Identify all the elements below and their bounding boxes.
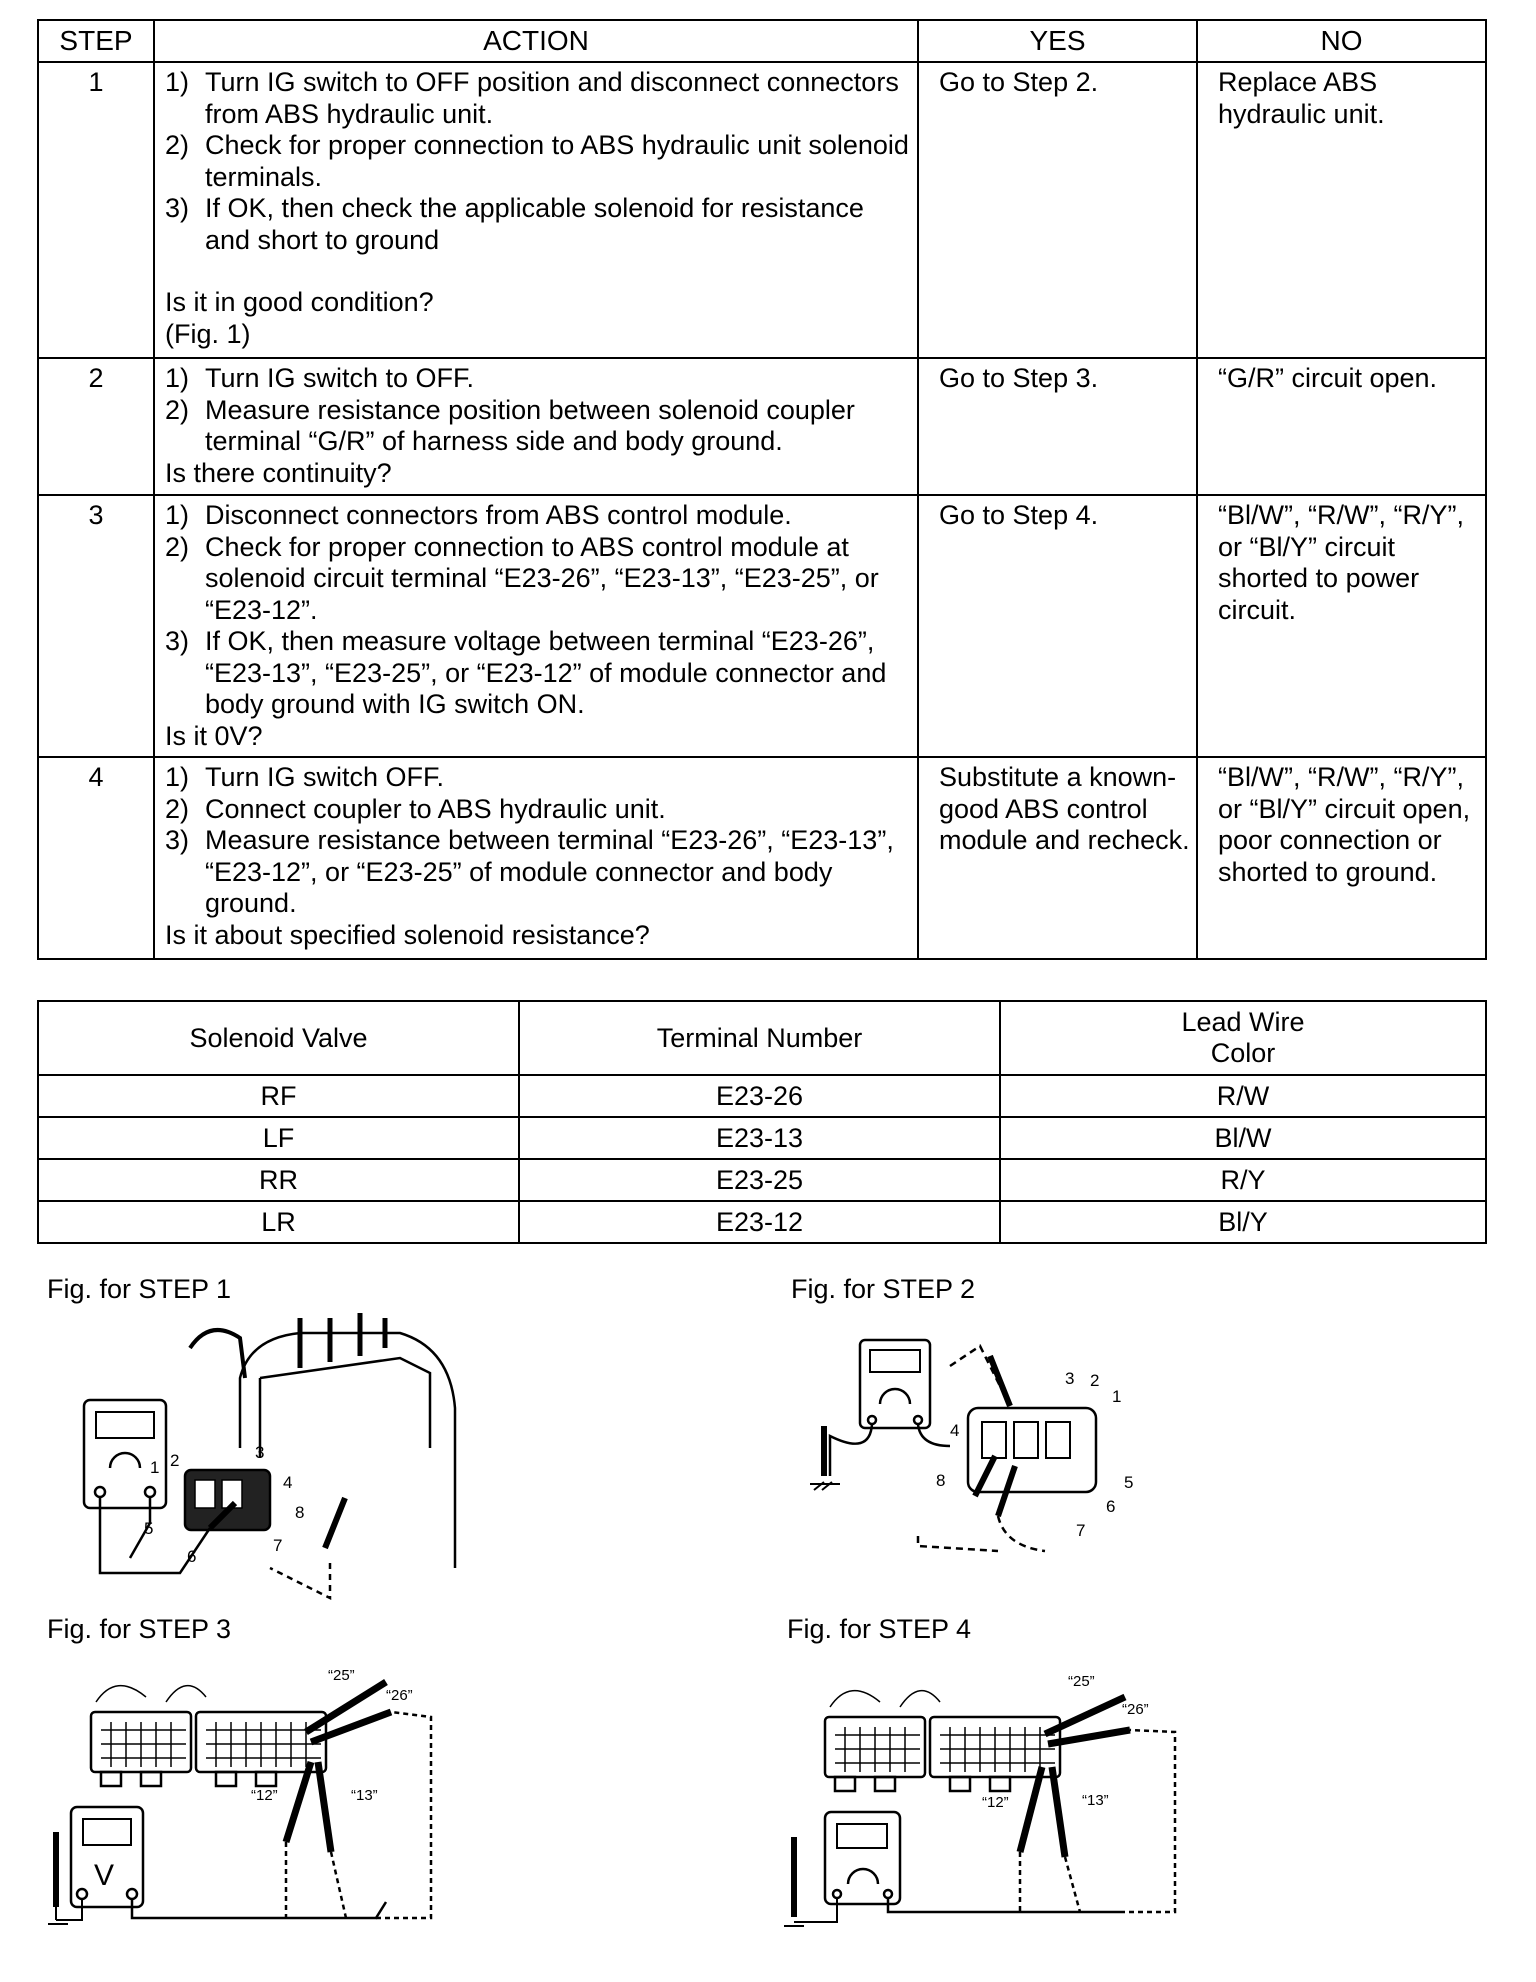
table-row: [38, 62, 1486, 358]
action-item: [165, 825, 909, 920]
svg-text:8: 8: [295, 1503, 305, 1522]
step-yes: Go to Step 3.: [918, 358, 1197, 495]
svg-text:“13”: “13”: [1082, 1792, 1109, 1809]
diagnostic-table-header: [38, 20, 1486, 62]
action-item: [165, 500, 909, 532]
table-row: [38, 495, 1486, 757]
svg-text:8: 8: [936, 1471, 946, 1490]
svg-text:“26”: “26”: [1122, 1701, 1149, 1718]
header-yes: YES: [918, 20, 1197, 62]
step-action: [154, 495, 918, 757]
table-row: [38, 1159, 1486, 1201]
action-item: [165, 395, 909, 458]
header-no: NO: [1197, 20, 1486, 62]
svg-text:4: 4: [950, 1421, 960, 1440]
table-row: [38, 358, 1486, 495]
action-text: Turn IG switch to OFF position and disconnect connectors from ABS hydraulic unit.: [205, 67, 899, 129]
action-item: [165, 130, 909, 193]
action-text: Turn IG switch to OFF.: [205, 363, 475, 393]
action-number: 2): [165, 394, 190, 425]
svg-text:“13”: “13”: [351, 1787, 378, 1804]
svg-text:5: 5: [1124, 1473, 1134, 1492]
diagnostic-table: [37, 19, 1487, 960]
step-number: 1: [38, 62, 154, 358]
terminal-number: E23-13: [519, 1117, 1000, 1159]
control-module-connector: [825, 1691, 1060, 1791]
control-module-connector: [91, 1686, 326, 1786]
svg-text:“12”: “12”: [251, 1787, 278, 1804]
terminal-number: E23-12: [519, 1201, 1000, 1243]
table-row: [38, 1201, 1486, 1243]
svg-text:3: 3: [255, 1443, 265, 1462]
voltmeter: [71, 1807, 143, 1907]
svg-text:4: 4: [283, 1473, 293, 1492]
action-number: 2): [165, 793, 190, 824]
action-item: [165, 363, 909, 395]
step-number: 3: [38, 495, 154, 757]
action-number: 3): [165, 825, 190, 855]
step-no: “G/R” circuit open.: [1197, 358, 1486, 495]
figure-caption-step4: Fig. for STEP 4: [787, 1614, 972, 1644]
action-text: If OK, then check the applicable solenoid for resistance and short to ground: [205, 193, 864, 255]
action-item: [165, 532, 909, 627]
action-text: Turn IG switch OFF.: [205, 762, 445, 792]
step-question: Is it 0V?: [165, 720, 263, 751]
svg-text:3: 3: [1065, 1369, 1075, 1388]
step-no: “Bl/W”, “R/W”, “R/Y”, or “Bl/Y” circuit shorted to power circuit.: [1197, 495, 1486, 757]
svg-text:7: 7: [273, 1536, 283, 1555]
lead-wire-color: R/W: [1000, 1075, 1486, 1117]
figure-caption-step3: Fig. for STEP 3: [47, 1614, 232, 1644]
step-no: Replace ABS hydraulic unit.: [1197, 62, 1486, 358]
action-item: [165, 626, 909, 721]
solenoid-table: [37, 1000, 1487, 1244]
action-number: 1): [165, 762, 190, 792]
solenoid-valve: LR: [38, 1201, 519, 1243]
header-step: STEP: [38, 20, 154, 62]
action-number: 2): [165, 531, 190, 562]
action-number: 1): [165, 363, 190, 393]
action-text: Check for proper connection to ABS hydraulic unit solenoid terminals.: [205, 130, 909, 192]
action-text: Check for proper connection to ABS control module at solenoid circuit terminal “E23-26”, “E23-13”, “E23-25”, or “E23-12”.: [205, 531, 879, 625]
action-text: Measure resistance position between solenoid coupler terminal “G/R” of harness side and body ground.: [205, 394, 855, 456]
action-number: 2): [165, 130, 190, 160]
svg-text:“25”: “25”: [328, 1667, 355, 1684]
solenoid-valve: RR: [38, 1159, 519, 1201]
action-number: 1): [165, 67, 190, 97]
header-terminal-number: Terminal Number: [519, 1001, 1000, 1075]
svg-text:5: 5: [144, 1519, 154, 1538]
action-item: [165, 67, 909, 130]
svg-text:2: 2: [170, 1451, 180, 1470]
figure-caption-step2: Fig. for STEP 2: [791, 1274, 976, 1304]
action-number: 1): [165, 500, 190, 530]
step-action: [154, 358, 918, 495]
solenoid-valve: RF: [38, 1075, 519, 1117]
figure-reference: (Fig. 1): [165, 318, 251, 349]
step-action: [154, 62, 918, 358]
action-text: Connect coupler to ABS hydraulic unit.: [205, 793, 666, 824]
step-action: [154, 757, 918, 959]
figure-caption-step1: Fig. for STEP 1: [47, 1274, 232, 1304]
action-text: Measure resistance between terminal “E23-26”, “E23-13”, “E23-12”, or “E23-25” of module connector and body ground.: [205, 825, 894, 918]
lead-wire-color: R/Y: [1000, 1159, 1486, 1201]
header-solenoid-valve: Solenoid Valve: [38, 1001, 519, 1075]
action-item: [165, 193, 909, 256]
solenoid-valve: LF: [38, 1117, 519, 1159]
table-row: [38, 757, 1486, 959]
terminal-number: E23-26: [519, 1075, 1000, 1117]
svg-text:“26”: “26”: [386, 1687, 413, 1704]
step-yes: Go to Step 2.: [918, 62, 1197, 358]
svg-text:1: 1: [150, 1458, 160, 1477]
figure-step1: [70, 1318, 490, 1593]
svg-text:6: 6: [1106, 1497, 1116, 1516]
svg-text:“12”: “12”: [982, 1794, 1009, 1811]
svg-text:7: 7: [1076, 1521, 1086, 1540]
solenoid-table-header: [38, 1001, 1486, 1075]
terminal-number: E23-25: [519, 1159, 1000, 1201]
lead-wire-color: Bl/W: [1000, 1117, 1486, 1159]
figure-step2: [800, 1336, 1160, 1556]
step-number: 4: [38, 757, 154, 959]
step-number: 2: [38, 358, 154, 495]
header-action: ACTION: [154, 20, 918, 62]
svg-text:6: 6: [187, 1547, 197, 1566]
figure-step3: [46, 1667, 446, 1942]
svg-text:1: 1: [1112, 1387, 1122, 1406]
step-question: Is there continuity?: [165, 457, 392, 488]
voltmeter-symbol: V: [94, 1859, 115, 1892]
lead-wire-color: Bl/Y: [1000, 1201, 1486, 1243]
figure-step4: [780, 1672, 1200, 1937]
action-number: 3): [165, 626, 190, 656]
action-number: 3): [165, 193, 190, 223]
step-question: Is it in good condition?: [165, 287, 434, 317]
coupler: [968, 1408, 1096, 1492]
step-yes: Substitute a known-good ABS control module and recheck.: [918, 757, 1197, 959]
svg-text:2: 2: [1090, 1371, 1100, 1390]
action-text: Disconnect connectors from ABS control module.: [205, 500, 792, 530]
step-question: Is it about specified solenoid resistance?: [165, 919, 650, 950]
table-row: [38, 1117, 1486, 1159]
header-lead-wire-color: Lead Wire Color: [1000, 1001, 1486, 1075]
svg-text:“25”: “25”: [1068, 1673, 1095, 1690]
table-row: [38, 1075, 1486, 1117]
action-text: If OK, then measure voltage between terminal “E23-26”, “E23-13”, “E23-25”, or “E23-12” of module connector and body ground with IG switch ON.: [205, 626, 887, 719]
action-item: [165, 794, 909, 826]
step-no: “Bl/W”, “R/W”, “R/Y”, or “Bl/Y” circuit open, poor connection or shorted to ground.: [1197, 757, 1486, 959]
step-yes: Go to Step 4.: [918, 495, 1197, 757]
action-item: [165, 762, 909, 794]
